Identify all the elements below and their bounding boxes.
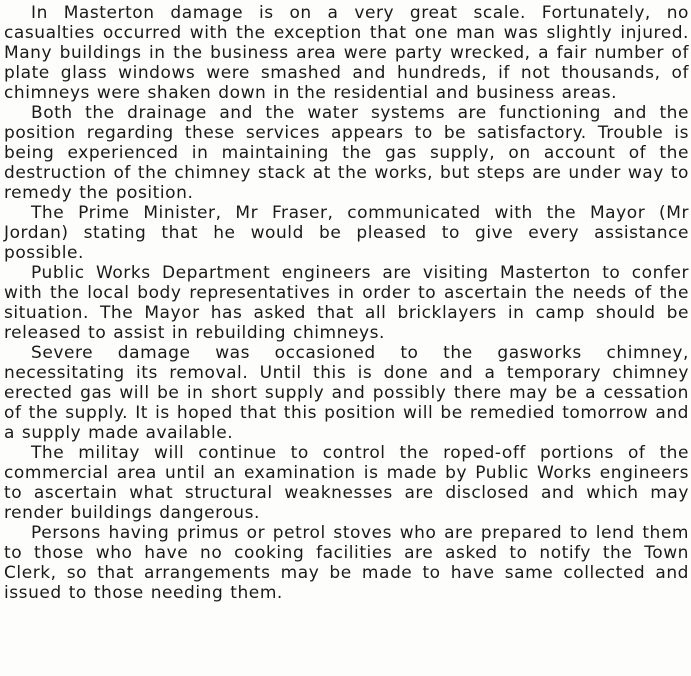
paragraph-military-control: The militay will continue to control the roped-off portions of the commercial area until an examination is made by Public Works engineers to ascertain what structural weaknesses are disclosed and which may render buildings dangerous. <box>4 443 689 523</box>
paragraph-gasworks-chimney: Severe damage was occasioned to the gasworks chimney, necessitating its removal. Until this is done and a temporary chimney erected gas will be in short supply and possibly there may be a cessation of the supply. It is hoped that this position will be remedied tomorrow and a supply made available. <box>4 343 689 443</box>
paragraph-masterton-damage: In Masterton damage is on a very great scale. Fortunately, no casualties occurred with the exception that one man was slightly injured. Many buildings in the business area were party wrecked, a fair number of plate glass windows were smashed and hundreds, if not thousands, of chimneys were shaken down in the residential and business areas. <box>4 3 689 103</box>
paragraph-prime-minister: The Prime Minister, Mr Fraser, communicated with the Mayor (Mr Jordan) stating that he would be pleased to give every assistance possible. <box>4 203 689 263</box>
paragraph-public-works-engineers: Public Works Department engineers are visiting Masterton to confer with the local body representatives in order to ascertain the needs of the situation. The Mayor has asked that all bricklayers in camp should be released to assist in rebuilding chimneys. <box>4 263 689 343</box>
paragraph-drainage-water-gas: Both the drainage and the water systems are functioning and the position regarding these services appears to be satisfactory. Trouble is being experienced in maintaining the gas supply, on account of the destruction of the chimney stack at the works, but steps are under way to remedy the position. <box>4 103 689 203</box>
paragraph-primus-stoves: Persons having primus or petrol stoves who are prepared to lend them to those who have no cooking facilities are asked to notify the Town Clerk, so that arrangements may be made to have same collected and issued to those needing them. <box>4 523 689 603</box>
